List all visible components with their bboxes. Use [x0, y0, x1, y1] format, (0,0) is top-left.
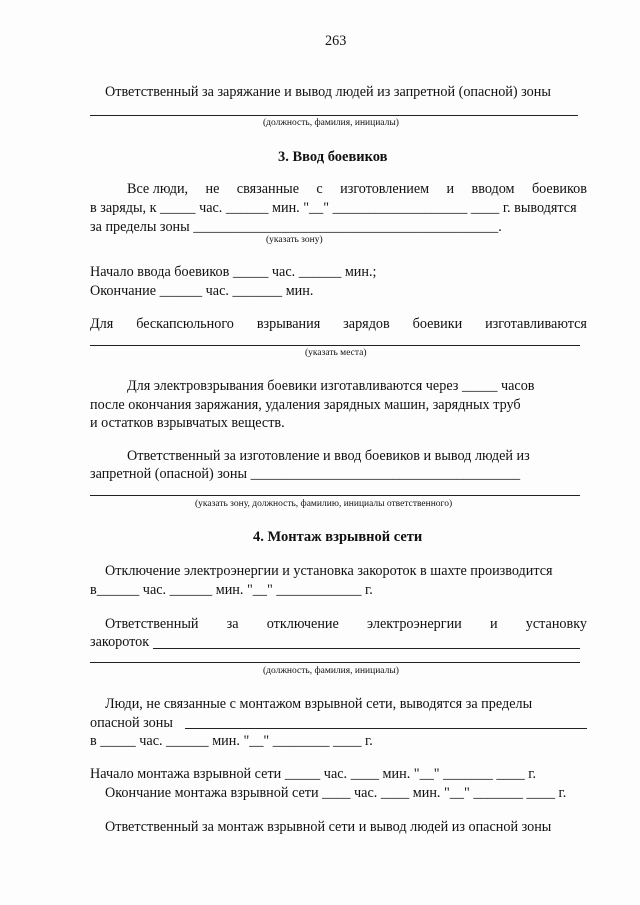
danger-zone-fill-line — [185, 728, 587, 729]
electric-blasting-line-3: и остатков взрывчатых веществ. — [90, 415, 285, 431]
power-off-line-2: в______ час. ______ мин. "__" ____________ г. — [90, 582, 373, 598]
signature-line — [90, 115, 578, 116]
primer-responsible-line-1: Ответственный за изготовление и ввод боевиков и вывод людей из — [127, 448, 530, 464]
section-3-title: 3. Ввод боевиков — [278, 149, 388, 165]
responsible-charging-line: Ответственный за заряжание и вывод людей из запретной (опасной) зоны — [105, 84, 551, 100]
primer-start-line: Начало ввода боевиков _____ час. ______ мин.; — [90, 264, 377, 280]
power-responsible-line-2: закороток — [90, 634, 150, 650]
power-responsible-line-1: Ответственный за отключение электроэнергии и установку — [105, 616, 587, 632]
electric-blasting-line-2: после окончания заряжания, удаления зарядных машин, зарядных труб — [90, 397, 521, 413]
primer-responsible-caption: (указать зону, должность, фамилию, инициалы ответственного) — [195, 499, 453, 509]
power-responsible-fill-line — [153, 648, 580, 649]
place-caption: (указать места) — [305, 348, 367, 358]
network-assembly-end-line: Окончание монтажа взрывной сети ____ час. ____ мин. "__" _______ ____ г. — [105, 785, 567, 801]
people-out-line-1: Люди, не связанные с монтажом взрывной сети, выводятся за пределы — [105, 696, 533, 712]
primer-responsible-signature-line — [90, 495, 580, 496]
people-removal-line-1: Все люди, не связанные с изготовлением и вводом боевиков — [127, 181, 587, 197]
people-out-line-3: в _____ час. ______ мин. "__" ________ ____ г. — [90, 733, 373, 749]
electric-blasting-line-1: Для электровзрывания боевики изготавливаются через _____ часов — [127, 378, 535, 394]
network-responsible-line: Ответственный за монтаж взрывной сети и вывод людей из опасной зоны — [105, 819, 552, 835]
position-caption: (должность, фамилия, инициалы) — [263, 118, 399, 128]
people-removal-line-3: за пределы зоны ___________________________________________. — [90, 219, 502, 235]
primer-end-line: Окончание ______ час. _______ мин. — [90, 283, 314, 299]
people-removal-line-2: в заряды, к _____ час. ______ мин. "__" ___________________ ____ г. выводятся — [90, 200, 577, 216]
people-out-line-2: опасной зоны — [90, 715, 173, 731]
page-number: 263 — [325, 33, 347, 49]
power-off-line-1: Отключение электроэнергии и установка закороток в шахте производится — [105, 563, 553, 579]
power-responsible-signature-line — [90, 662, 580, 663]
zone-caption: (указать зону) — [266, 235, 323, 245]
primer-responsible-line-2: запретной (опасной) зоны ______________________________________ — [90, 466, 521, 482]
place-line — [90, 345, 580, 346]
capless-blasting-line: Для бескапсюльного взрывания зарядов боевики изготавливаются — [90, 316, 587, 332]
power-responsible-caption: (должность, фамилия, инициалы) — [263, 666, 399, 676]
network-assembly-start-line: Начало монтажа взрывной сети _____ час. ____ мин. "__" _______ ____ г. — [90, 766, 537, 782]
section-4-title: 4. Монтаж взрывной сети — [253, 529, 423, 545]
